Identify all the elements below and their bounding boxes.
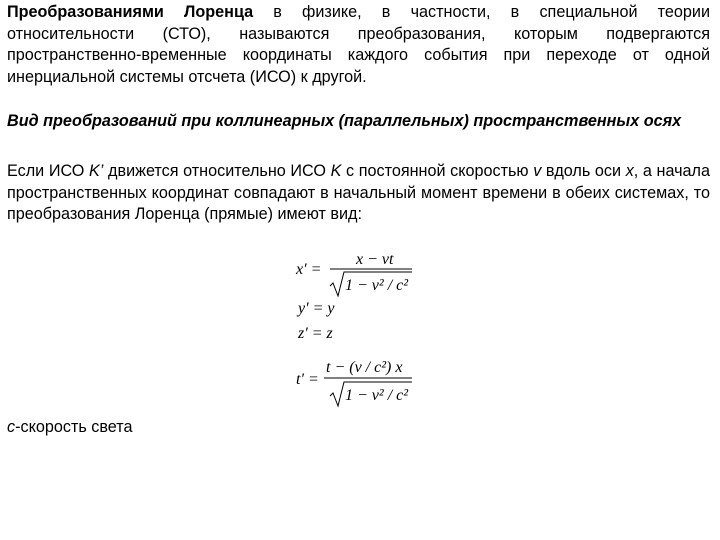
y-prime-eq: y′ = y xyxy=(298,300,335,317)
c-symbol: c xyxy=(7,418,16,436)
lorentz-formulas xyxy=(294,244,444,414)
x-numerator: x − vt xyxy=(356,251,394,268)
frame-k: K xyxy=(330,162,342,180)
caption-text: -скорость света xyxy=(15,418,133,436)
t-numerator: t − (v / c²) x xyxy=(326,359,403,376)
condition-text-5: , а начала пространственных координат совпадают в начальный момент времени в обеих системах, то преобразования Лоренца (прямые) имеют вид: xyxy=(7,162,710,223)
x-prime-lhs: x′ = xyxy=(296,261,322,278)
condition-text-4: вдоль оси xyxy=(541,162,626,180)
intro-text: в физике, в частности, в специальной теории относительности (СТО), называются преобразования, которым подвергаются пространственно-временные координаты каждого события при переходе от одной инерциальной системы отсчета (ИСО) к другой. xyxy=(7,3,710,86)
z-prime-eq: z′ = z xyxy=(298,325,333,342)
condition-text-2: движется относительно ИСО xyxy=(103,162,331,180)
x-denominator: 1 − v² / c² xyxy=(345,277,409,294)
term-lorentz: Преобразованиями Лоренца xyxy=(7,3,254,21)
intro-paragraph xyxy=(7,2,710,88)
frame-k-prime: K’ xyxy=(89,162,104,180)
velocity-symbol: v xyxy=(533,162,542,180)
condition-paragraph xyxy=(7,161,710,226)
condition-text-1: Если ИСО xyxy=(7,162,89,180)
condition-text-3: с постоянной скоростью xyxy=(341,162,534,180)
section-heading: Вид преобразований при коллинеарных (параллельных) пространственных осях xyxy=(7,112,682,130)
t-denominator: 1 − v² / c² xyxy=(345,387,409,404)
axis-symbol: x xyxy=(625,162,634,180)
speed-of-light-caption xyxy=(7,417,133,438)
formulas-svg xyxy=(294,244,444,414)
t-prime-lhs: t′ = xyxy=(296,371,319,388)
